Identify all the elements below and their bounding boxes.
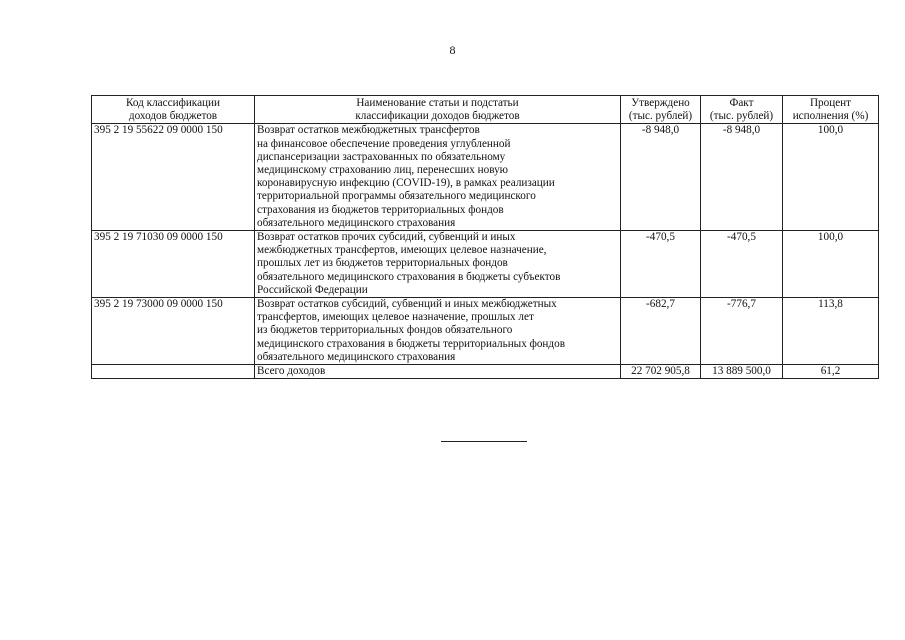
- row-approved: -470,5: [621, 231, 701, 298]
- budget-revenue-table: [91, 95, 879, 379]
- header-fact: Факт (тыс. рублей): [701, 96, 783, 124]
- row-percent: 100,0: [783, 231, 879, 298]
- table-row: [92, 124, 879, 231]
- row-approved: -8 948,0: [621, 124, 701, 231]
- row-approved: -682,7: [621, 298, 701, 365]
- row-name: Возврат остатков межбюджетных трансфертов на финансовое обеспечение проведения углубленной диспансеризации застрахованных по обязательному медицинскому страхованию лиц, перенесших новую коронавирусную инфекцию (COVID-19), в рамках реализации территориальной программы обязательного медицинского страхования из бюджетов территориальных фондов обязательного медицинского страхования: [255, 124, 621, 231]
- header-percent: Процент исполнения (%): [783, 96, 879, 124]
- row-fact: -776,7: [701, 298, 783, 365]
- row-code: 395 2 19 55622 09 0000 150: [92, 124, 255, 231]
- row-name: Возврат остатков субсидий, субвенций и иных межбюджетных трансфертов, имеющих целевое назначение, прошлых лет из бюджетов территориальных фондов обязательного медицинского страхования в бюджеты территориальных фондов обязательного медицинского страхования: [255, 298, 621, 365]
- row-percent: 100,0: [783, 124, 879, 231]
- table-row: [92, 298, 879, 365]
- page-number: 8: [449, 43, 456, 57]
- table-row: [92, 231, 879, 298]
- row-name: Возврат остатков прочих субсидий, субвенций и иных межбюджетных трансфертов, имеющих целевое назначение, прошлых лет из бюджетов территориальных фондов обязательного медицинского страхования в бюджеты субъектов Российской Федерации: [255, 231, 621, 298]
- header-approved: Утверждено (тыс. рублей): [621, 96, 701, 124]
- header-code: Код классификации доходов бюджетов: [92, 96, 255, 124]
- total-percent: 61,2: [783, 365, 879, 379]
- table-header-row: [92, 96, 879, 124]
- total-approved: 22 702 905,8: [621, 365, 701, 379]
- total-code: [92, 365, 255, 379]
- row-code: 395 2 19 73000 09 0000 150: [92, 298, 255, 365]
- row-fact: -8 948,0: [701, 124, 783, 231]
- row-code: 395 2 19 71030 09 0000 150: [92, 231, 255, 298]
- total-row: [92, 365, 879, 379]
- row-percent: 113,8: [783, 298, 879, 365]
- row-fact: -470,5: [701, 231, 783, 298]
- header-name: Наименование статьи и подстатьи классификации доходов бюджетов: [255, 96, 621, 124]
- total-label: Всего доходов: [255, 365, 621, 379]
- total-fact: 13 889 500,0: [701, 365, 783, 379]
- end-divider: [441, 441, 527, 442]
